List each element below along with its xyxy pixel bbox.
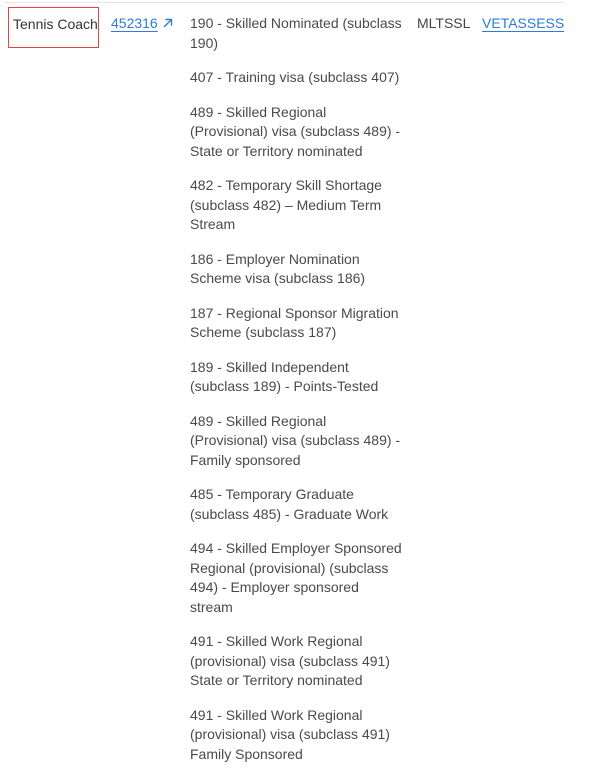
- visa-list-item: 491 - Skilled Work Regional (provisional) visa (subclass 491) Family Sponsored: [190, 706, 390, 762]
- assessing-authority-link[interactable]: VETASSESS: [482, 15, 565, 31]
- row-divider: [4, 2, 564, 3]
- anzsco-code-link[interactable]: [111, 15, 174, 31]
- occupation-cell-highlighted: [8, 7, 99, 48]
- visa-list-item: 190 - Skilled Nominated (subclass 190): [190, 15, 402, 51]
- visa-list-item: 489 - Skilled Regional (Provisional) visa (subclass 489) - State or Territory nominated: [190, 103, 401, 159]
- visa-list-item: 407 - Training visa (subclass 407): [190, 69, 400, 85]
- visa-list-item: 489 - Skilled Regional (Provisional) visa (subclass 489) - Family sponsored: [190, 412, 401, 468]
- visa-list-item: 187 - Regional Sponsor Migration Scheme (subclass 187): [190, 304, 399, 340]
- skill-list-type: MLTSSL: [417, 15, 471, 31]
- visa-list-item: 189 - Skilled Independent (subclass 189) - Points-Tested: [190, 358, 379, 394]
- visa-list-item: 491 - Skilled Work Regional (provisional) visa (subclass 491) State or Territory nominated: [190, 633, 390, 688]
- arrow-up-right-icon: [162, 17, 174, 29]
- anzsco-code-text: 452316: [111, 15, 158, 31]
- visa-list-item: 186 - Employer Nomination Scheme visa (subclass 186): [190, 250, 366, 286]
- occupation-name: Tennis Coach: [13, 16, 98, 32]
- visa-list-item: 485 - Temporary Graduate (subclass 485) - Graduate Work: [190, 486, 389, 522]
- visa-list-item: 482 - Temporary Skill Shortage (subclass 482) – Medium Term Stream: [190, 177, 382, 232]
- eligible-visa-list: [190, 14, 402, 779]
- visa-list-item: 494 - Skilled Employer Sponsored Regional (provisional) (subclass 494) - Employer sponsored stream: [190, 540, 402, 615]
